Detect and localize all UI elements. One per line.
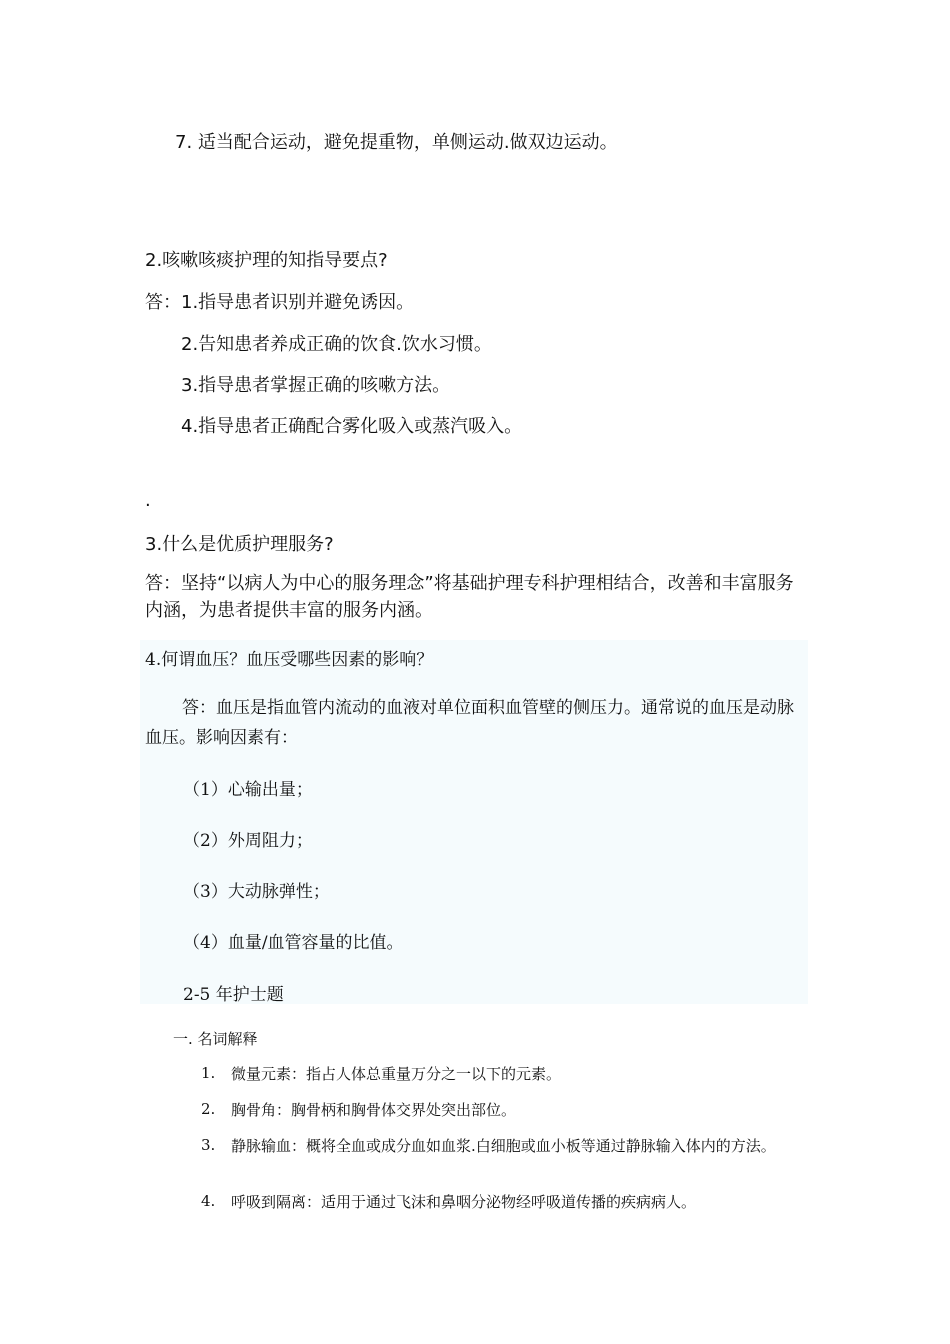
factor-2: （2）外周阻力； [183, 831, 313, 851]
list-item-7: 7. 适当配合运动，避免提重物，单侧运动.做双边运动。 [175, 132, 618, 153]
factor-4: （4）血量/血管容量的比值。 [183, 933, 404, 953]
subtitle-2-5-years: 2-5 年护士题 [183, 985, 284, 1005]
answer-2-prefix: 答： [145, 292, 181, 313]
glossary-num-1: 1. [201, 1064, 216, 1082]
glossary-item-2: 胸骨角：胸骨柄和胸骨体交界处突出部位。 [231, 1101, 517, 1119]
question-4: 4.何谓血压？血压受哪些因素的影响？ [145, 650, 434, 670]
answer-2-item-1: 1.指导患者识别并避免诱因。 [181, 292, 415, 313]
answer-2-item-3: 3.指导患者掌握正确的咳嗽方法。 [181, 375, 451, 396]
factor-1: （1）心输出量； [183, 780, 313, 800]
glossary-item-1: 微量元素：指占人体总重量万分之一以下的元素。 [231, 1065, 562, 1083]
answer-3: 答：坚持“以病人为中心的服务理念”将基础护理专科护理相结合，改善和丰富服务内涵，为患者提供丰富的服务内涵。 [145, 573, 794, 621]
glossary-item-3: 静脉输血：概将全血或成分血如血浆.白细胞或血小板等通过静脉输入体内的方法。 [231, 1137, 776, 1155]
separator-dot: . [145, 490, 151, 511]
question-3: 3.什么是优质护理服务? [145, 534, 334, 555]
glossary-num-3: 3. [201, 1136, 216, 1154]
answer-4: 答：血压是指血管内流动的血液对单位面积血管壁的侧压力。通常说的血压是动脉血压。影响因素有： [145, 698, 794, 748]
question-2: 2.咳嗽咳痰护理的知指导要点? [145, 250, 388, 271]
answer-2-item-4: 4.指导患者正确配合雾化吸入或蒸汽吸入。 [181, 416, 523, 437]
glossary-item-4: 呼吸到隔离：适用于通过飞沫和鼻咽分泌物经呼吸道传播的疾病病人。 [231, 1193, 697, 1211]
factor-3: （3）大动脉弹性； [183, 882, 330, 902]
glossary-num-4: 4. [201, 1192, 216, 1210]
glossary-heading: 一. 名词解释 [173, 1030, 258, 1048]
glossary-num-2: 2. [201, 1100, 216, 1118]
answer-2-item-2: 2.告知患者养成正确的饮食.饮水习惯。 [181, 334, 492, 355]
